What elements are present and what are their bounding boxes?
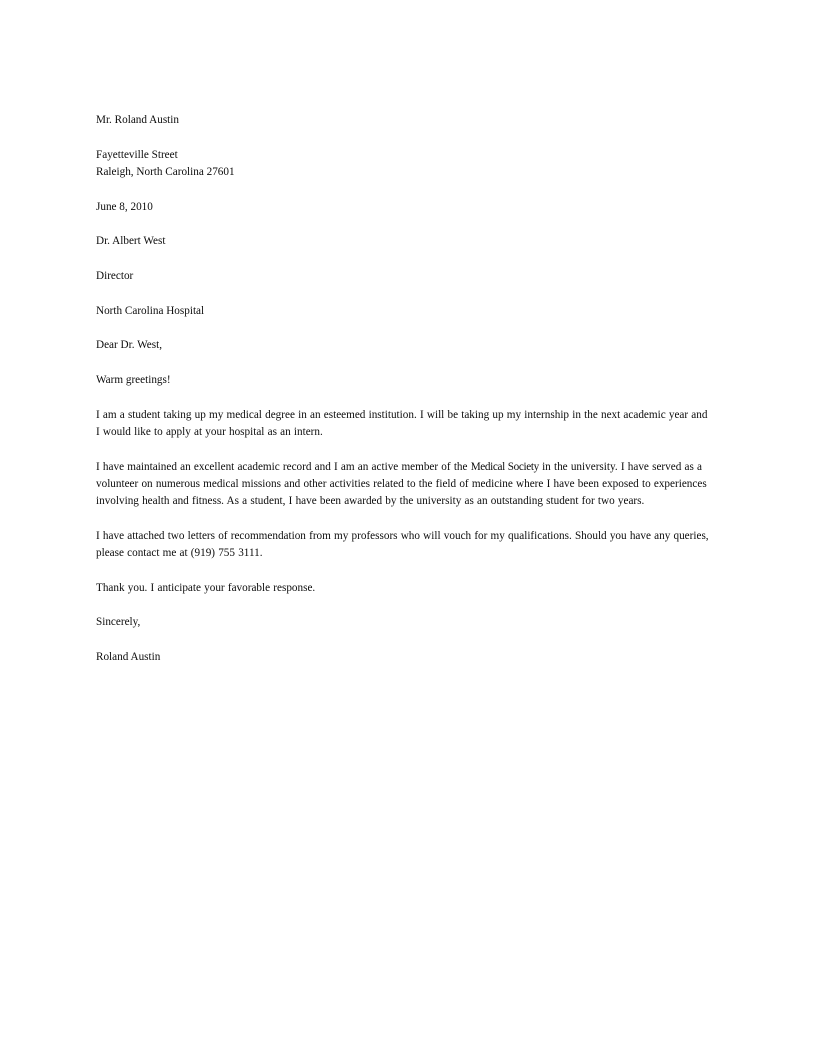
opening-greeting: Warm greetings! <box>96 374 171 387</box>
closing-block <box>96 614 713 631</box>
recipient-name: Dr. Albert West <box>96 235 166 248</box>
body-paragraph-3: I have attached two letters of recommendation from my professors who will vouch for my qualifications. Should you have any queries, please contact me at (919) 755 3111. <box>96 529 709 560</box>
date-text: June 8, 2010 <box>96 200 153 213</box>
closing-salutation: Sincerely, <box>96 616 141 629</box>
sender-street: Fayetteville Street <box>96 148 178 161</box>
letter-body <box>96 112 713 666</box>
sender-city-state-zip: Raleigh, North Carolina 27601 <box>96 165 235 178</box>
paragraph-2-text-a: I have maintained an excellent academic record and I am an active member of the <box>96 460 471 473</box>
opening-greeting-block <box>96 372 713 389</box>
body-paragraph-1: I am a student taking up my medical degree in an esteemed institution. I will be taking up my internship in the next academic year and I would like to apply at your hospital as an intern. <box>96 408 708 439</box>
sender-name-block <box>96 112 713 129</box>
medical-society-emphasis: Medical Society <box>470 460 539 473</box>
recipient-organization-block <box>96 303 713 320</box>
recipient-title-block <box>96 268 713 285</box>
body-paragraph-2 <box>96 459 713 511</box>
letter-date <box>96 199 713 216</box>
salutation: Dear Dr. West, <box>96 339 162 352</box>
salutation-block <box>96 337 713 354</box>
recipient-title: Director <box>96 270 134 283</box>
sender-address-block <box>96 147 713 181</box>
body-paragraph-4: Thank you. I anticipate your favorable response. <box>96 581 316 594</box>
sender-name: Mr. Roland Austin <box>96 114 179 126</box>
recipient-organization: North Carolina Hospital <box>96 304 205 317</box>
signature-block <box>96 649 713 666</box>
recipient-name-block <box>96 233 713 250</box>
signature-name: Roland Austin <box>96 651 161 664</box>
paragraph-2-text-b: in the university. I have served as a volunteer on numerous medical missions and other activities related to the field of medicine where I have been exposed to experiences involving health and fitness. As a student, I have been awarded by the university as an outstanding student for two years. <box>96 460 707 508</box>
